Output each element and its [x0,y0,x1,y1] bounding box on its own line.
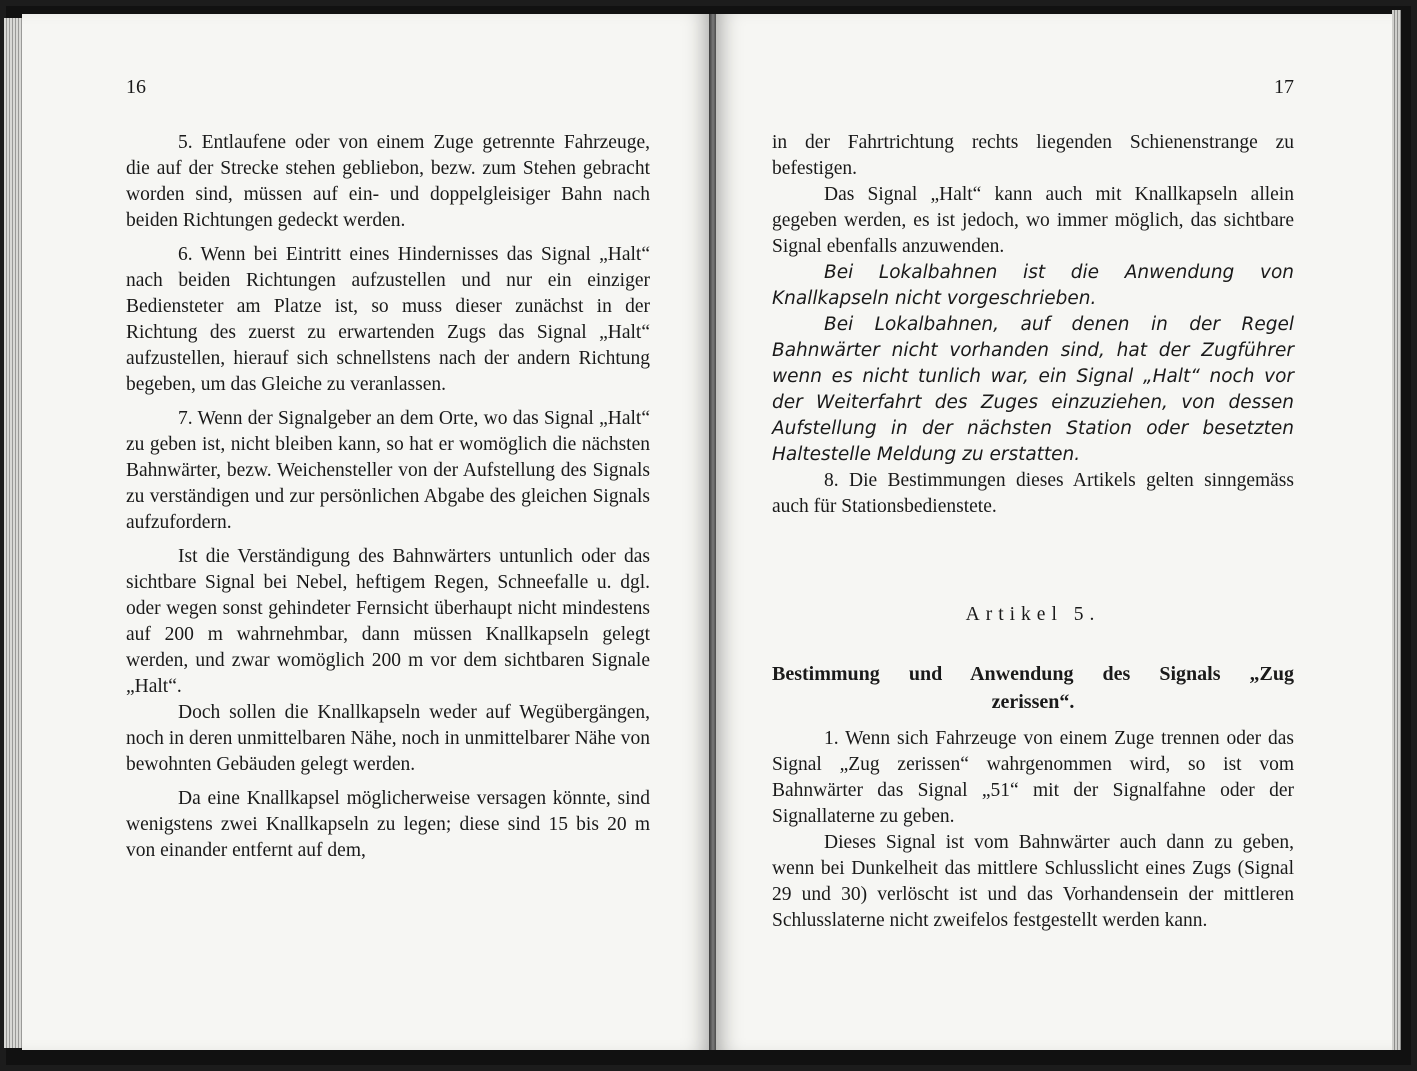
paragraph-wegubergaenge: Doch sollen die Knallkapseln weder auf Wegübergängen, noch in deren unmittelbaren Nähe, noch in unmittelbarer Nähe von bewohnten Gebäuden gelegt werden. [126,702,650,775]
article-heading: Artikel 5. [965,604,1101,625]
page-edges-right [1392,10,1401,1050]
left-page [22,14,710,1050]
page-number: 17 [1274,76,1294,98]
italic-lokalbahnen-1: Bei Lokalbahnen ist die Anwendung von Knallkapseln nicht vorgeschrieben. [772,262,1294,309]
right-page-body [772,130,1294,528]
article-body [772,726,1294,942]
page-number: 16 [126,76,146,98]
right-page [716,14,1392,1050]
article-title-line-2: zerissen“. [991,691,1075,713]
paragraph-knallkapseln-allein: Das Signal „Halt“ kann auch mit Knallkapseln allein gegeben werden, es ist jedoch, wo immer möglich, das sichtbare Signal ebenfalls anzuwenden. [772,184,1294,257]
continuation-text: in der Fahrtrichtung rechts liegenden Schienenstrange zu befestigen. [772,132,1294,179]
paragraph-knallkapsel: Da eine Knallkapsel möglicherweise versagen könnte, sind wenigstens zwei Knallkapseln zu legen; diese sind 15 bis 20 m von einander entfernt auf dem, [126,788,650,861]
paragraph-7: 7. Wenn der Signalgeber an dem Orte, wo das Signal „Halt“ zu geben ist, nicht bleiben kann, so hat er womöglich die nächsten Bahnwärter, bezw. Weichensteller von der Aufstellung des Signals zu verständigen und zur persönlichen Abgabe des gleichen Signals aufzufordern. [126,408,650,533]
paragraph-verstaendigung: Ist die Verständigung des Bahnwärters untunlich oder das sichtbare Signal bei Nebel, heftigem Regen, Schneefalle u. dgl. oder wegen sonst gehindeter Fernsicht überhaupt nicht mindestens auf 200 m wahrnehmbar, dann müssen Knallkapseln gelegt werden, und zwar womöglich 200 m vor dem sichtbaren Signale „Halt“. [126,546,650,697]
paragraph-5: 5. Entlaufene oder von einem Zuge getrennte Fahrzeuge, die auf der Strecke stehen gebliebon, bezw. zum Stehen gebracht worden sind, müssen auf ein- und doppelgleisiger Bahn nach beiden Richtungen gedeckt werden. [126,132,650,231]
italic-lokalbahnen-2: Bei Lokalbahnen, auf denen in der Regel Bahnwärter nicht vorhanden sind, hat der Zugführer wenn es nicht tunlich war, ein Signal „Halt“ noch vor der Weiterfahrt des Zuges einzuziehen, von dessen Aufstellung in der nächsten Station oder besetzten Haltestelle Meldung zu erstatten. [772,314,1294,465]
article-paragraph-2: Dieses Signal ist vom Bahnwärter auch dann zu geben, wenn bei Dunkelheit das mittlere Schlusslicht eines Zugs (Signal 29 und 30) verlöscht ist und das Vorhandensein der mittleren Schlusslaterne nicht zweifelos festgestellt werden kann. [772,832,1294,931]
page-edges-left [4,18,22,1048]
paragraph-6: 6. Wenn bei Eintritt eines Hindernisses das Signal „Halt“ nach beiden Richtungen aufzustellen und nur ein einziger Bediensteter am Platze ist, so muss dieser zunächst in der Richtung des zuerst zu erwartenden Zugs das Signal „Halt“ aufzustellen, hierauf sich schnellstens nach der andern Richtung begeben, um das Gleiche zu veranlassen. [126,244,650,395]
paragraph-8: 8. Die Bestimmungen dieses Artikels gelten sinngemäss auch für Stationsbedienstete. [772,470,1294,517]
article-title [772,660,1294,716]
article-paragraph-1: 1. Wenn sich Fahrzeuge von einem Zuge trennen oder das Signal „Zug zerissen“ wahrgenommen wird, so ist vom Bahnwärter das Signal „51“ mit der Signalfahne oder der Signallaterne zu geben. [772,728,1294,827]
left-page-body [126,130,650,872]
article-title-line-1: Bestimmung und Anwendung des Signals „Zug [772,663,1294,685]
